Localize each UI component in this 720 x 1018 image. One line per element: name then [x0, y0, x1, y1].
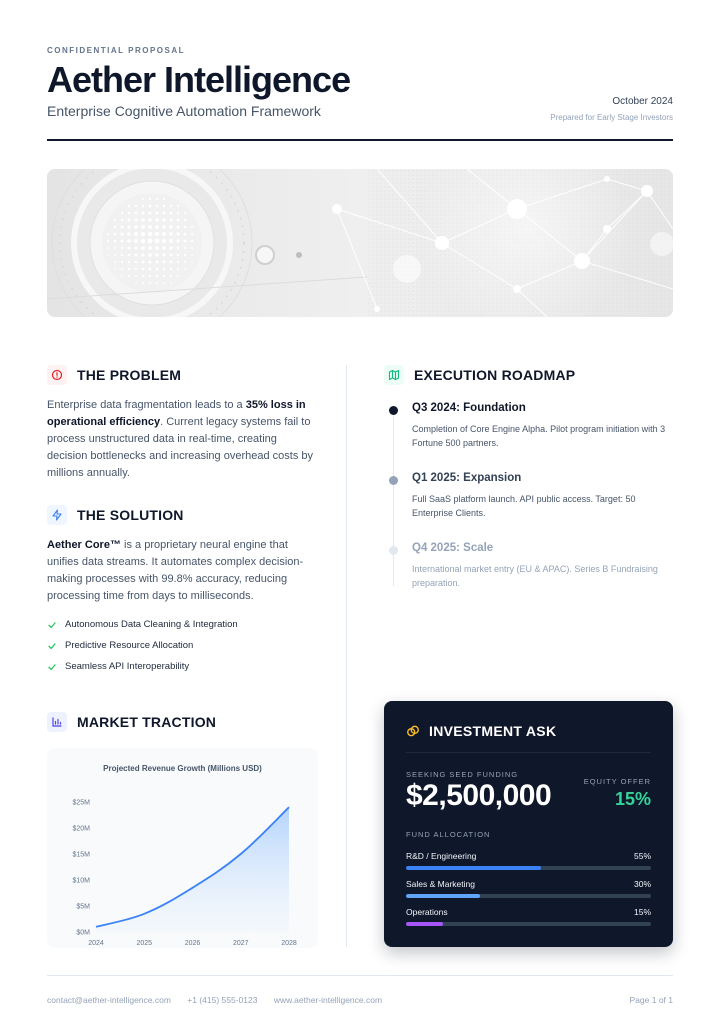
problem-highlight: 35% loss in operational efficiency: [47, 399, 306, 428]
x-tick-label: 2027: [232, 940, 249, 947]
equity-value: 15%: [614, 789, 651, 809]
allocation-item-label: Sales & Marketing: [406, 879, 475, 889]
revenue-area: [96, 807, 289, 932]
footer-phone: +1 (415) 555-0123: [187, 995, 258, 1005]
solution-text-body: is a proprietary neural engine that unifies data streams. It automates complex decision-making processes with 99.8% accuracy, reducing processing time from days to milliseconds.: [47, 539, 304, 602]
allocation-label: FUND ALLOCATION: [406, 830, 491, 839]
x-tick-label: 2028: [281, 940, 297, 947]
funding-amount: $2,500,000: [406, 779, 552, 812]
feature-list: [47, 614, 238, 677]
feature-label: Predictive Resource Allocation: [65, 640, 194, 651]
page-footer: [47, 975, 673, 1005]
check-icon: [47, 641, 57, 651]
allocation-row: [406, 907, 651, 926]
feature-item: [47, 635, 238, 656]
investment-card: [384, 701, 673, 947]
allocation-item-pct: 15%: [633, 907, 651, 917]
solution-text: [47, 537, 322, 605]
allocation-bar: [406, 894, 651, 898]
y-tick-label: $0M: [76, 929, 90, 937]
roadmap-item-title: Q1 2025: Expansion: [412, 472, 522, 484]
header-meta: [550, 96, 673, 122]
roadmap-item-desc: Full SaaS platform launch. API public access. Target: 50 Enterprise Clients.: [412, 494, 636, 518]
x-tick-label: 2025: [136, 940, 153, 947]
feature-label: Seamless API Interoperability: [65, 661, 190, 672]
feature-item: [47, 656, 238, 677]
x-tick-label: 2024: [88, 940, 104, 947]
traction-title: MARKET TRACTION: [77, 714, 217, 730]
alert-circle-icon: [47, 365, 67, 385]
allocation-row: [406, 879, 651, 898]
allocation-bar: [406, 866, 651, 870]
solution-brand: Aether Core™: [47, 539, 121, 551]
timeline-line: [393, 408, 394, 586]
allocation-item-label: R&D / Engineering: [406, 851, 477, 861]
map-icon: [384, 365, 404, 385]
document-date: October 2024: [612, 96, 673, 107]
allocation-bar-fill: [406, 894, 480, 898]
solution-title: THE SOLUTION: [77, 507, 184, 523]
problem-text: [47, 397, 319, 482]
problem-title: THE PROBLEM: [77, 367, 182, 383]
roadmap-item-title: Q4 2025: Scale: [412, 542, 494, 554]
coins-icon: [406, 724, 420, 738]
feature-label: Autonomous Data Cleaning & Integration: [65, 619, 238, 630]
problem-text-lead: Enterprise data fragmentation leads to a: [47, 399, 246, 411]
footer-email[interactable]: contact@aether-intelligence.com: [47, 995, 171, 1005]
eyebrow-label: CONFIDENTIAL PROPOSAL: [47, 46, 186, 55]
x-tick-label: 2026: [184, 940, 201, 947]
y-tick-label: $10M: [72, 877, 90, 885]
chart-title: Projected Revenue Growth (Millions USD): [103, 764, 262, 773]
document-header: [47, 46, 673, 141]
network-illustration: [47, 169, 673, 317]
prepared-for: Prepared for Early Stage Investors: [550, 113, 673, 122]
roadmap-item-desc: International market entry (EU & APAC). Series B Fundraising preparation.: [412, 564, 658, 588]
document-title: Aether Intelligence: [47, 59, 351, 100]
footer-website[interactable]: www.aether-intelligence.com: [273, 995, 383, 1005]
y-tick-label: $5M: [76, 903, 90, 911]
check-icon: [47, 662, 57, 672]
timeline-dot: [389, 406, 398, 415]
traction-heading: [47, 712, 216, 732]
y-tick-label: $15M: [72, 851, 90, 859]
revenue-chart: [47, 748, 318, 948]
solution-heading: [47, 505, 184, 525]
y-tick-label: $25M: [72, 799, 90, 807]
allocation-item-pct: 55%: [633, 851, 651, 861]
page-number: Page 1 of 1: [629, 995, 673, 1005]
lightning-icon: [47, 505, 67, 525]
seeking-label: SEEKING SEED FUNDING: [406, 770, 519, 779]
allocation-row: [406, 851, 651, 870]
investment-title: INVESTMENT ASK: [429, 723, 557, 739]
divider: [406, 752, 651, 753]
timeline-dot: [389, 476, 398, 485]
equity-label: EQUITY OFFER: [583, 777, 651, 786]
y-tick-label: $20M: [72, 825, 90, 833]
roadmap-title: EXECUTION ROADMAP: [414, 367, 576, 383]
roadmap-item-title: Q3 2024: Foundation: [412, 402, 526, 414]
problem-heading: [47, 365, 181, 385]
revenue-chart-card: [47, 748, 318, 948]
column-divider: [346, 365, 347, 947]
problem-text-body: . Current legacy systems fail to process unstructured data in real-time, creating decision bottlenecks and increasing overhead costs by millions annually.: [47, 416, 313, 479]
bar-chart-icon: [47, 712, 67, 732]
allocation-bar-fill: [406, 922, 443, 926]
roadmap-heading: [384, 365, 575, 385]
allocation-item-label: Operations: [406, 907, 448, 917]
allocation-item-pct: 30%: [633, 879, 651, 889]
hero-image: [47, 169, 673, 317]
timeline-dot: [389, 546, 398, 555]
document-subtitle: Enterprise Cognitive Automation Framework: [47, 103, 321, 119]
allocation-bar-fill: [406, 866, 541, 870]
feature-item: [47, 614, 238, 635]
check-icon: [47, 620, 57, 630]
roadmap-item-desc: Completion of Core Engine Alpha. Pilot program initiation with 3 Fortune 500 partners.: [412, 424, 666, 448]
investment-heading: [406, 723, 556, 739]
allocation-bar: [406, 922, 651, 926]
